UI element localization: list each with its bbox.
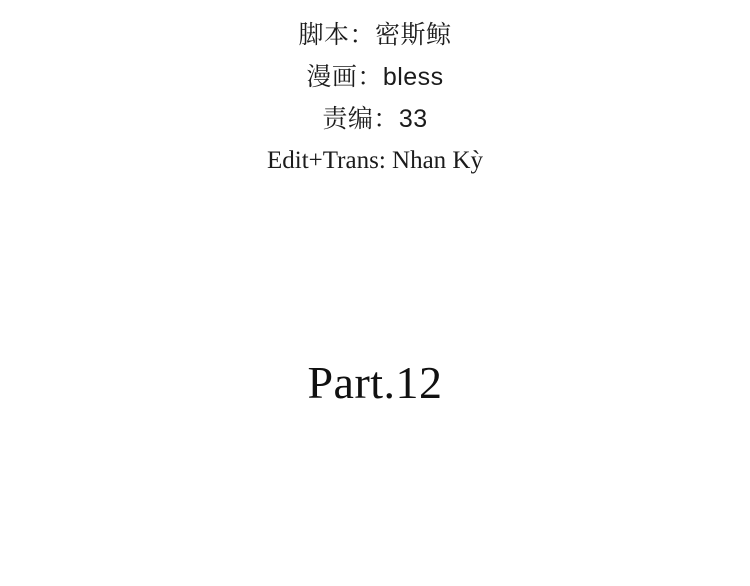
credit-translation-line: Edit+Trans: Nhan Kỳ xyxy=(267,147,483,174)
credit-art-line: 漫画：bless xyxy=(306,63,444,91)
credits-block xyxy=(0,14,750,182)
credit-script-line: 脚本：密斯鲸 xyxy=(298,21,452,49)
part-label: Part.12 xyxy=(307,357,443,408)
credit-editor-line: 责编：33 xyxy=(322,105,428,133)
